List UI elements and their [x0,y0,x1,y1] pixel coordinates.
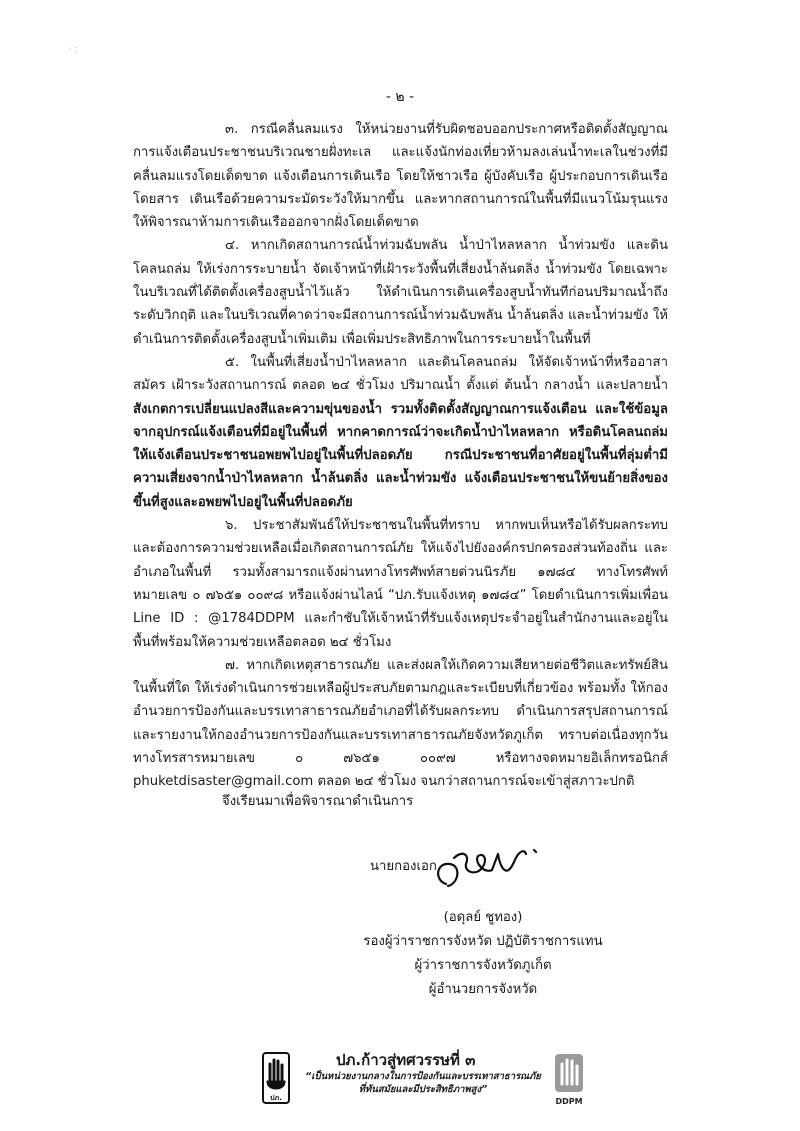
page-number: - ๒ - [385,89,415,105]
logo-right-label: DDPM [555,1097,583,1106]
signatory-rank: นายกองเอก [370,859,437,874]
letter-body [133,118,668,794]
footer-title: ปภ.ก้าวสู่ทศวรรษที่ ๓ [336,1051,476,1069]
paragraph-6 [133,514,668,654]
paragraph-4-text: ๔. หากเกิดสถานการณ์น้ำท่วมฉับพลัน น้ำป่าไหลหลาก น้ำท่วมขัง และดินโคลนถล่ม ให้เร่งการระบายน้ำ จัดเจ้าหน้าที่เฝ้าระวังพื้นที่เสี่ยงน้ำล้นตลิ่ง น้ำท่วมขัง โดยเฉพาะในบริเวณที่ได้ติดตั้งเครื่องสูบน้ำไว้แล้ว ให้ดำเนินการเดินเครื่องสูบน้ำทันทีก่อนปริมาณน้ำถึงระดับวิกฤติ และในบริเวณที่คาดว่าจะมีสถานการณ์น้ำท่วมฉับพลัน น้ำล้นตลิ่ง และน้ำท่วมขัง ให้ดำเนินการติดตั้งเครื่องสูบน้ำเพิ่มเติม เพื่อเพิ่มประสิทธิภาพในการระบายน้ำในพื้นที่ [133,238,668,347]
paragraph-5-emphasis: สังเกตการเปลี่ยนแปลงสีและความขุ่นของน้ำ รวมทั้งติดตั้งสัญญาณการแจ้งเตือน และใช้ข้อมูลจากอุปกรณ์แจ้งเตือนที่มีอยู่ในพื้นที่ หากคาดการณ์ว่าจะเกิดน้ำป่าไหลหลาก หรือดินโคลนถล่ม ให้แจ้งเตือนประชาชนอพยพไปอยู่ในพื้นที่ปลอดภัย กรณีประชาชนที่อาศัยอยู่ในพื้นที่ลุ่มต่ำมีความเสี่ยงจากน้ำป่าไหลหลาก น้ำล้นตลิ่ง และน้ำท่วมขัง แจ้งเตือนประชาชนให้ขนย้ายสิ่งของขึ้นที่สูงและอพยพไปอยู่ในพื้นที่ปลอดภัย [133,401,668,510]
logo-left-label: ปภ. [270,1094,282,1102]
signatory-title-3: ผู้อำนวยการจังหวัด [428,982,538,997]
paragraph-6-text: ๖. ประชาสัมพันธ์ให้ประชาชนในพื้นที่ทราบ หากพบเห็นหรือได้รับผลกระทบ และต้องการความช่วยเหลือเมื่อเกิดสถานการณ์ภัย ให้แจ้งไปยังองค์กรปกครองส่วนท้องถิ่น และอำเภอในพื้นที่ รวมทั้งสามารถแจ้งผ่านทางโทรศัพท์สายด่วนนิรภัย ๑๗๘๔ ทางโทรศัพท์หมายเลข ๐ ๗๖๕๑ ๐๐๙๘ หรือแจ้งผ่านไลน์ “ปภ.รับแจ้งเหตุ ๑๗๘๔” โดยดำเนินการเพิ่มเพื่อน Line ID : @1784DDPM และกำชับให้เจ้าหน้าที่รับแจ้งเหตุประจำอยู่ในสำนักงานและอยู่ในพื้นที่พร้อมให้ความช่วยเหลือตลอด ๒๔ ชั่วโมง [133,518,668,650]
footer-motto-line-1: “เป็นหน่วยงานกลางในการป้องกันและบรรเทาสาธารณภัย [305,1071,541,1082]
handwritten-signature [428,840,550,896]
corner-scan-mark: · : [68,44,78,55]
paragraph-3-text: ๓. กรณีคลื่นลมแรง ให้หน่วยงานที่รับผิดชอบออกประกาศหรือติดตั้งสัญญาณการแจ้งเตือนประชาชนบริเวณชายฝั่งทะเล และแจ้งนักท่องเที่ยวห้ามลงเล่นน้ำทะเลในช่วงที่มีคลื่นลมแรงโดยเด็ดขาด แจ้งเตือนการเดินเรือ โดยให้ชาวเรือ ผู้บังคับเรือ ผู้ประกอบการเดินเรือโดยสาร เดินเรือด้วยความระมัดระวังให้มากขึ้น และหากสถานการณ์ในพื้นที่มีแนวโน้มรุนแรง ให้พิจารณาห้ามการเดินเรือออกจากฝั่งโดยเด็ดขาด [133,122,668,231]
paragraph-5-text: ๕. ในพื้นที่เสี่ยงน้ำป่าไหลหลาก และดินโคลนถล่ม ให้จัดเจ้าหน้าที่หรืออาสาสมัคร เฝ้าระวังสถานการณ์ ตลอด ๒๔ ชั่วโมง ปริมาณน้ำ ตั้งแต่ ต้นน้ำ กลางน้ำ และปลายน้ำ [133,354,668,394]
paragraph-5 [133,351,668,514]
paragraph-7 [133,654,668,794]
footer-banner [262,1048,582,1112]
paragraph-3 [133,118,668,234]
closing-line: จึงเรียนมาเพื่อพิจารณาดำเนินการ [222,794,414,809]
signature-block [358,906,608,1002]
ddpm-emblem-icon [552,1050,586,1108]
ddpm-hand-logo-icon [262,1052,290,1104]
paragraph-7-text: ๗. หากเกิดเหตุสาธารณภัย และส่งผลให้เกิดความเสียหายต่อชีวิตและทรัพย์สินในพื้นที่ใด ให้เร่งดำเนินการช่วยเหลือผู้ประสบภัยตามกฎและระเบียบที่เกี่ยวข้อง พร้อมทั้ง ให้กองอำนวยการป้องกันและบรรเทาสาธารณภัยอำเภอที่ได้รับผลกระทบ ดำเนินการสรุปสถานการณ์และรายงานให้กองอำนวยการป้องกันและบรรเทาสาธารณภัยจังหวัดภูเก็ต ทราบต่อเนื่องทุกวัน ทางโทรสารหมายเลข ๐ ๗๖๕๑ ๐๐๙๗ หรือทางจดหมายอิเล็กทรอนิกส์ phuketdisaster@gmail.com ตลอด ๒๔ ชั่วโมง จนกว่าสถานการณ์จะเข้าสู่สภาวะปกติ [133,657,668,790]
signatory-name: (อดุลย์ ชูทอง) [443,910,523,925]
footer-motto-line-2: ที่ทันสมัยและมีประสิทธิภาพสูง” [358,1084,488,1095]
signatory-title-2: ผู้ว่าราชการจังหวัดภูเก็ต [414,958,552,973]
paragraph-4 [133,234,668,350]
footer-motto [298,1070,548,1096]
signatory-title-1: รองผู้ว่าราชการจังหวัด ปฏิบัติราชการแทน [363,934,603,949]
